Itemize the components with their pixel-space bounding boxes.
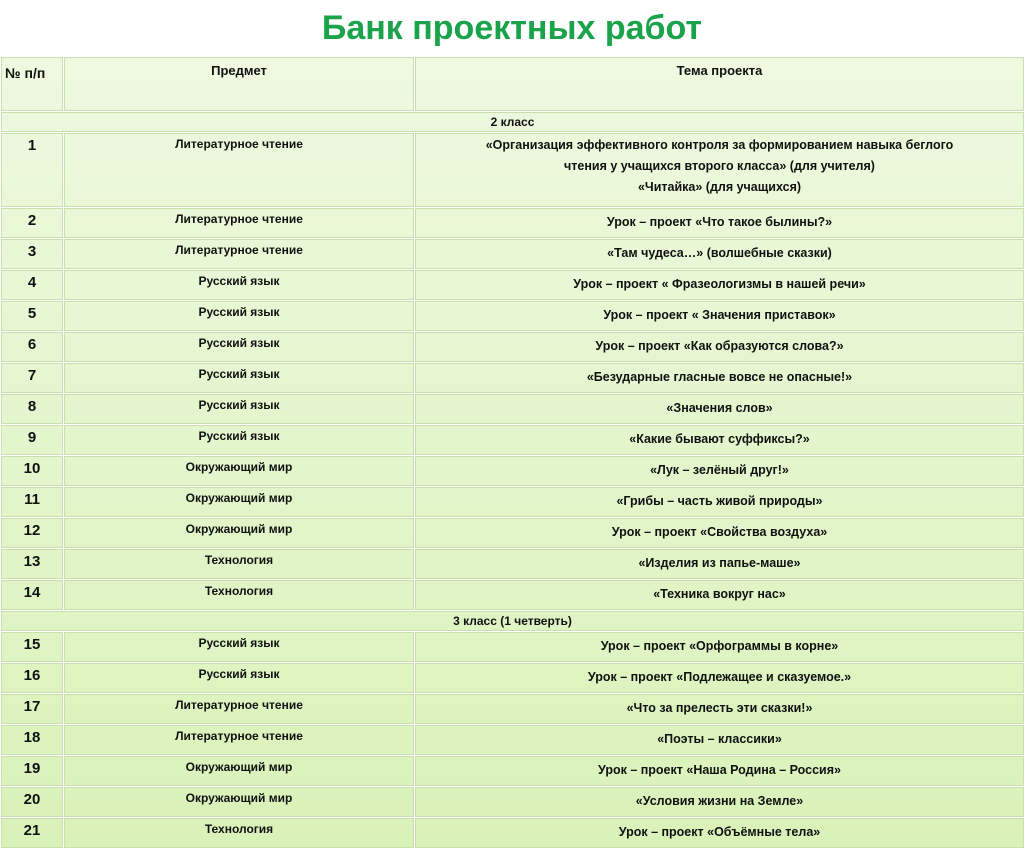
row-number: 4 <box>1 270 64 301</box>
topic-line: «Значения слов» <box>415 398 1024 419</box>
row-subject: Литературное чтение <box>64 694 415 725</box>
row-subject: Русский язык <box>64 301 415 332</box>
table-row <box>1 239 1024 270</box>
row-number: 7 <box>1 363 64 394</box>
row-subject: Окружающий мир <box>64 487 415 518</box>
table-row <box>1 394 1024 425</box>
row-number: 8 <box>1 394 64 425</box>
row-topic <box>415 818 1024 849</box>
row-number: 18 <box>1 725 64 756</box>
row-topic <box>415 725 1024 756</box>
topic-line: «Изделия из папье-маше» <box>415 553 1024 574</box>
row-topic <box>415 549 1024 580</box>
row-number: 9 <box>1 425 64 456</box>
row-subject: Русский язык <box>64 332 415 363</box>
row-subject: Русский язык <box>64 425 415 456</box>
row-subject: Литературное чтение <box>64 725 415 756</box>
row-topic <box>415 133 1024 208</box>
row-subject: Литературное чтение <box>64 239 415 270</box>
table-row <box>1 725 1024 756</box>
row-subject: Русский язык <box>64 394 415 425</box>
table-row <box>1 456 1024 487</box>
row-number: 1 <box>1 133 64 208</box>
section-row <box>1 611 1024 632</box>
table-row <box>1 818 1024 849</box>
row-topic <box>415 756 1024 787</box>
topic-line: Урок – проект «Что такое былины?» <box>415 212 1024 233</box>
row-subject: Технология <box>64 580 415 611</box>
topic-line: Урок – проект «Орфограммы в корне» <box>415 636 1024 657</box>
page-title: Банк проектных работ <box>0 0 1024 56</box>
table-row <box>1 487 1024 518</box>
row-number: 16 <box>1 663 64 694</box>
row-subject: Литературное чтение <box>64 133 415 208</box>
topic-line: «Безударные гласные вовсе не опасные!» <box>415 367 1024 388</box>
projects-table <box>0 56 1024 849</box>
table-row <box>1 663 1024 694</box>
row-number: 21 <box>1 818 64 849</box>
topic-line: «Техника вокруг нас» <box>415 584 1024 605</box>
row-number: 17 <box>1 694 64 725</box>
row-subject: Русский язык <box>64 270 415 301</box>
row-subject: Окружающий мир <box>64 518 415 549</box>
section-label: 2 класс <box>1 112 1024 133</box>
topic-line: Урок – проект «Объёмные тела» <box>415 822 1024 843</box>
topic-line: «Лук – зелёный друг!» <box>415 460 1024 481</box>
row-number: 6 <box>1 332 64 363</box>
topic-line: «Читайка» (для учащихся) <box>415 177 1024 198</box>
row-number: 12 <box>1 518 64 549</box>
table-row <box>1 425 1024 456</box>
row-number: 2 <box>1 208 64 239</box>
table-row <box>1 580 1024 611</box>
table-row <box>1 208 1024 239</box>
row-topic <box>415 425 1024 456</box>
topic-line: «Что за прелесть эти сказки!» <box>415 698 1024 719</box>
row-topic <box>415 518 1024 549</box>
header-num: № п/п <box>1 57 64 112</box>
section-row <box>1 112 1024 133</box>
section-label: 3 класс (1 четверть) <box>1 611 1024 632</box>
header-topic: Тема проекта <box>415 57 1024 112</box>
row-subject: Литературное чтение <box>64 208 415 239</box>
row-number: 13 <box>1 549 64 580</box>
row-number: 19 <box>1 756 64 787</box>
row-topic <box>415 394 1024 425</box>
topic-line: Урок – проект «Как образуются слова?» <box>415 336 1024 357</box>
row-topic <box>415 663 1024 694</box>
row-subject: Окружающий мир <box>64 756 415 787</box>
topic-line: Урок – проект « Фразеологизмы в нашей речи» <box>415 274 1024 295</box>
topic-line: «Грибы – часть живой природы» <box>415 491 1024 512</box>
row-subject: Окружающий мир <box>64 787 415 818</box>
row-topic <box>415 270 1024 301</box>
table-row <box>1 133 1024 208</box>
row-number: 5 <box>1 301 64 332</box>
row-subject: Русский язык <box>64 363 415 394</box>
row-subject: Русский язык <box>64 632 415 663</box>
row-topic <box>415 363 1024 394</box>
row-subject: Русский язык <box>64 663 415 694</box>
row-number: 14 <box>1 580 64 611</box>
topic-line: «Поэты – классики» <box>415 729 1024 750</box>
topic-line: «Там чудеса…» (волшебные сказки) <box>415 243 1024 264</box>
row-topic <box>415 787 1024 818</box>
topic-line: Урок – проект «Подлежащее и сказуемое.» <box>415 667 1024 688</box>
table-row <box>1 363 1024 394</box>
topic-line: «Организация эффективного контроля за формированием навыка беглого <box>415 135 1024 156</box>
row-number: 3 <box>1 239 64 270</box>
row-number: 11 <box>1 487 64 518</box>
header-subject: Предмет <box>64 57 415 112</box>
table-header-row <box>1 57 1024 112</box>
table-row <box>1 518 1024 549</box>
table-row <box>1 549 1024 580</box>
table-row <box>1 756 1024 787</box>
row-number: 15 <box>1 632 64 663</box>
topic-line: Урок – проект « Значения приставок» <box>415 305 1024 326</box>
topic-line: Урок – проект «Свойства воздуха» <box>415 522 1024 543</box>
row-topic <box>415 301 1024 332</box>
row-topic <box>415 208 1024 239</box>
table-row <box>1 632 1024 663</box>
row-topic <box>415 694 1024 725</box>
row-subject: Технология <box>64 549 415 580</box>
table-row <box>1 694 1024 725</box>
row-number: 20 <box>1 787 64 818</box>
row-topic <box>415 580 1024 611</box>
row-topic <box>415 332 1024 363</box>
table-row <box>1 270 1024 301</box>
row-topic <box>415 632 1024 663</box>
row-number: 10 <box>1 456 64 487</box>
row-topic <box>415 487 1024 518</box>
table-row <box>1 787 1024 818</box>
row-subject: Технология <box>64 818 415 849</box>
topic-line: «Какие бывают суффиксы?» <box>415 429 1024 450</box>
table-row <box>1 301 1024 332</box>
row-subject: Окружающий мир <box>64 456 415 487</box>
topic-line: «Условия жизни на Земле» <box>415 791 1024 812</box>
table-row <box>1 332 1024 363</box>
topic-line: Урок – проект «Наша Родина – Россия» <box>415 760 1024 781</box>
row-topic <box>415 239 1024 270</box>
row-topic <box>415 456 1024 487</box>
topic-line: чтения у учащихся второго класса» (для учителя) <box>415 156 1024 177</box>
